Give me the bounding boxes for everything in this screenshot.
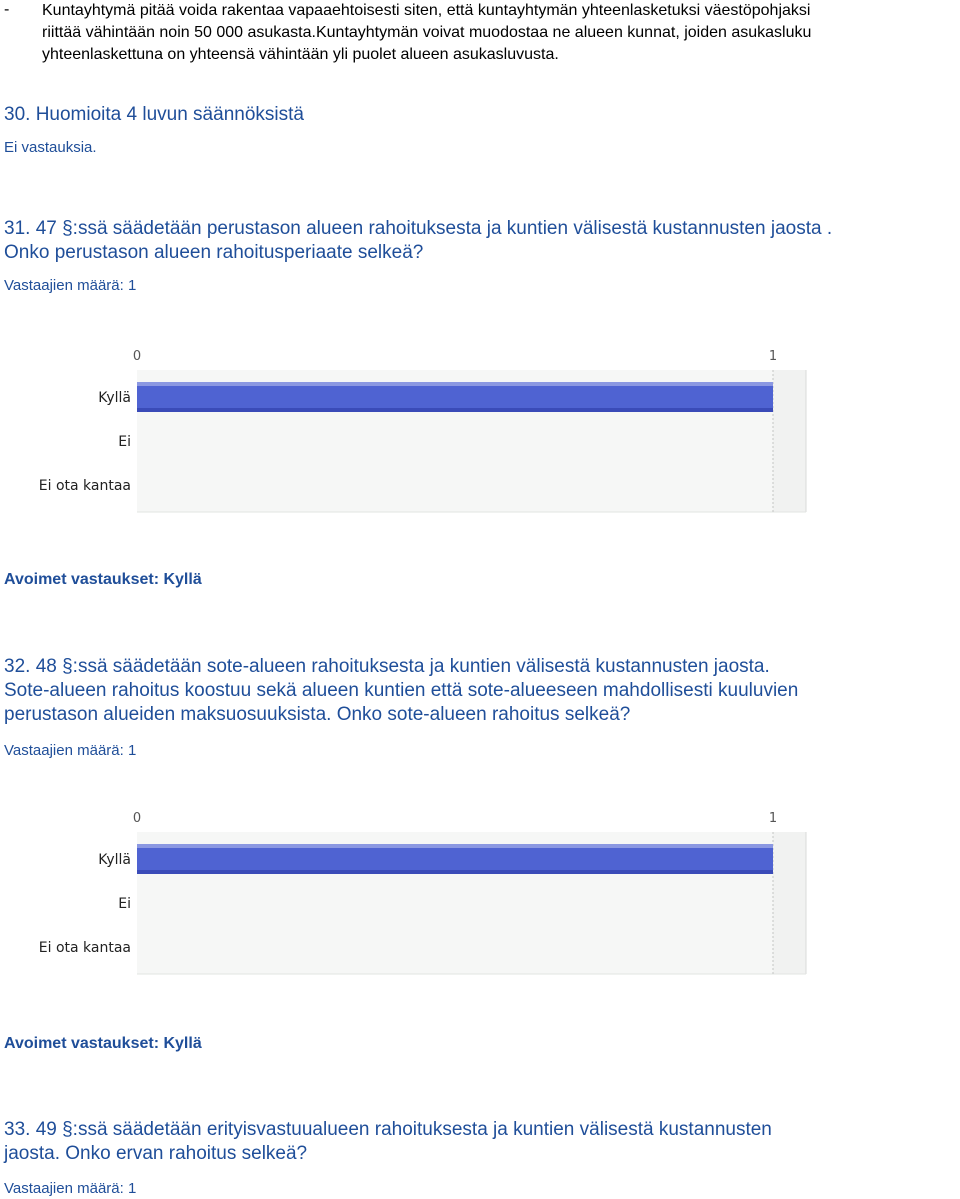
intro-paragraph	[42, 0, 952, 66]
bar-highlight	[137, 382, 773, 386]
x-tick-label: 1	[768, 349, 778, 364]
plot-area-right	[773, 370, 806, 512]
question-32	[4, 655, 954, 727]
bar-chart	[0, 802, 960, 982]
question-line: 31. 47 §:ssä säädetään perustason alueen rahoituksesta ja kuntien välisestä kustannusten jaosta .	[4, 218, 833, 239]
bar	[137, 382, 773, 412]
x-tick-label: 1	[768, 811, 778, 826]
question-line: 33. 49 §:ssä säädetään erityisvastuualueen rahoituksesta ja kuntien välisestä kustannusten	[4, 1119, 772, 1140]
category-label: Kyllä	[98, 852, 131, 868]
category-label: Ei ota kantaa	[38, 940, 131, 956]
bar-highlight	[137, 844, 773, 848]
question-line: perustason alueiden maksuosuuksista. Onko sote-alueen rahoitus selkeä?	[4, 704, 631, 725]
question-line: jaosta. Onko ervan rahoitus selkeä?	[4, 1143, 308, 1164]
chart-q32	[0, 802, 960, 982]
no-answers-text: Ei vastauksia.	[4, 139, 97, 156]
bar	[137, 844, 773, 874]
chart-q31	[0, 340, 960, 520]
category-label: Kyllä	[98, 390, 131, 406]
category-label: Ei ota kantaa	[38, 478, 131, 494]
bar-chart	[0, 340, 960, 520]
question-line: 32. 48 §:ssä säädetään sote-alueen rahoituksesta ja kuntien välisestä kustannusten jaosta.	[4, 656, 770, 677]
respondent-count: Vastaajien määrä: 1	[4, 742, 137, 759]
category-label: Ei	[118, 434, 131, 450]
category-label: Ei	[118, 896, 131, 912]
section-30-heading: 30. Huomioita 4 luvun säännöksistä	[4, 104, 304, 125]
question-line: Sote-alueen rahoitus koostuu sekä alueen kuntien että sote-alueeseen mahdollisesti kuuluvien	[4, 680, 799, 701]
respondent-count: Vastaajien määrä: 1	[4, 277, 137, 294]
plot-area-right	[773, 832, 806, 974]
bar-shadow	[137, 870, 773, 874]
question-33	[4, 1118, 954, 1166]
open-answers-link[interactable]: Avoimet vastaukset: Kyllä	[4, 571, 202, 588]
intro-line: Kuntayhtymä pitää voida rakentaa vapaaehtoisesti siten, että kuntayhtymän yhteenlasketuksi väestöpohjaksi	[42, 2, 811, 19]
intro-line: riittää vähintään noin 50 000 asukasta.Kuntayhtymän voivat muodostaa ne alueen kunnat, joiden asukasluku	[42, 24, 812, 41]
x-tick-label: 0	[132, 349, 142, 364]
open-answers-link[interactable]: Avoimet vastaukset: Kyllä	[4, 1035, 202, 1052]
bar-shadow	[137, 408, 773, 412]
intro-line: yhteenlaskettuna on yhteensä vähintään yli puolet alueen asukasluvusta.	[42, 46, 559, 63]
respondent-count: Vastaajien määrä: 1	[4, 1180, 137, 1197]
question-line: Onko perustason alueen rahoitusperiaate selkeä?	[4, 242, 424, 263]
x-tick-label: 0	[132, 811, 142, 826]
bullet-dash: -	[4, 1, 10, 18]
question-31	[4, 217, 954, 265]
